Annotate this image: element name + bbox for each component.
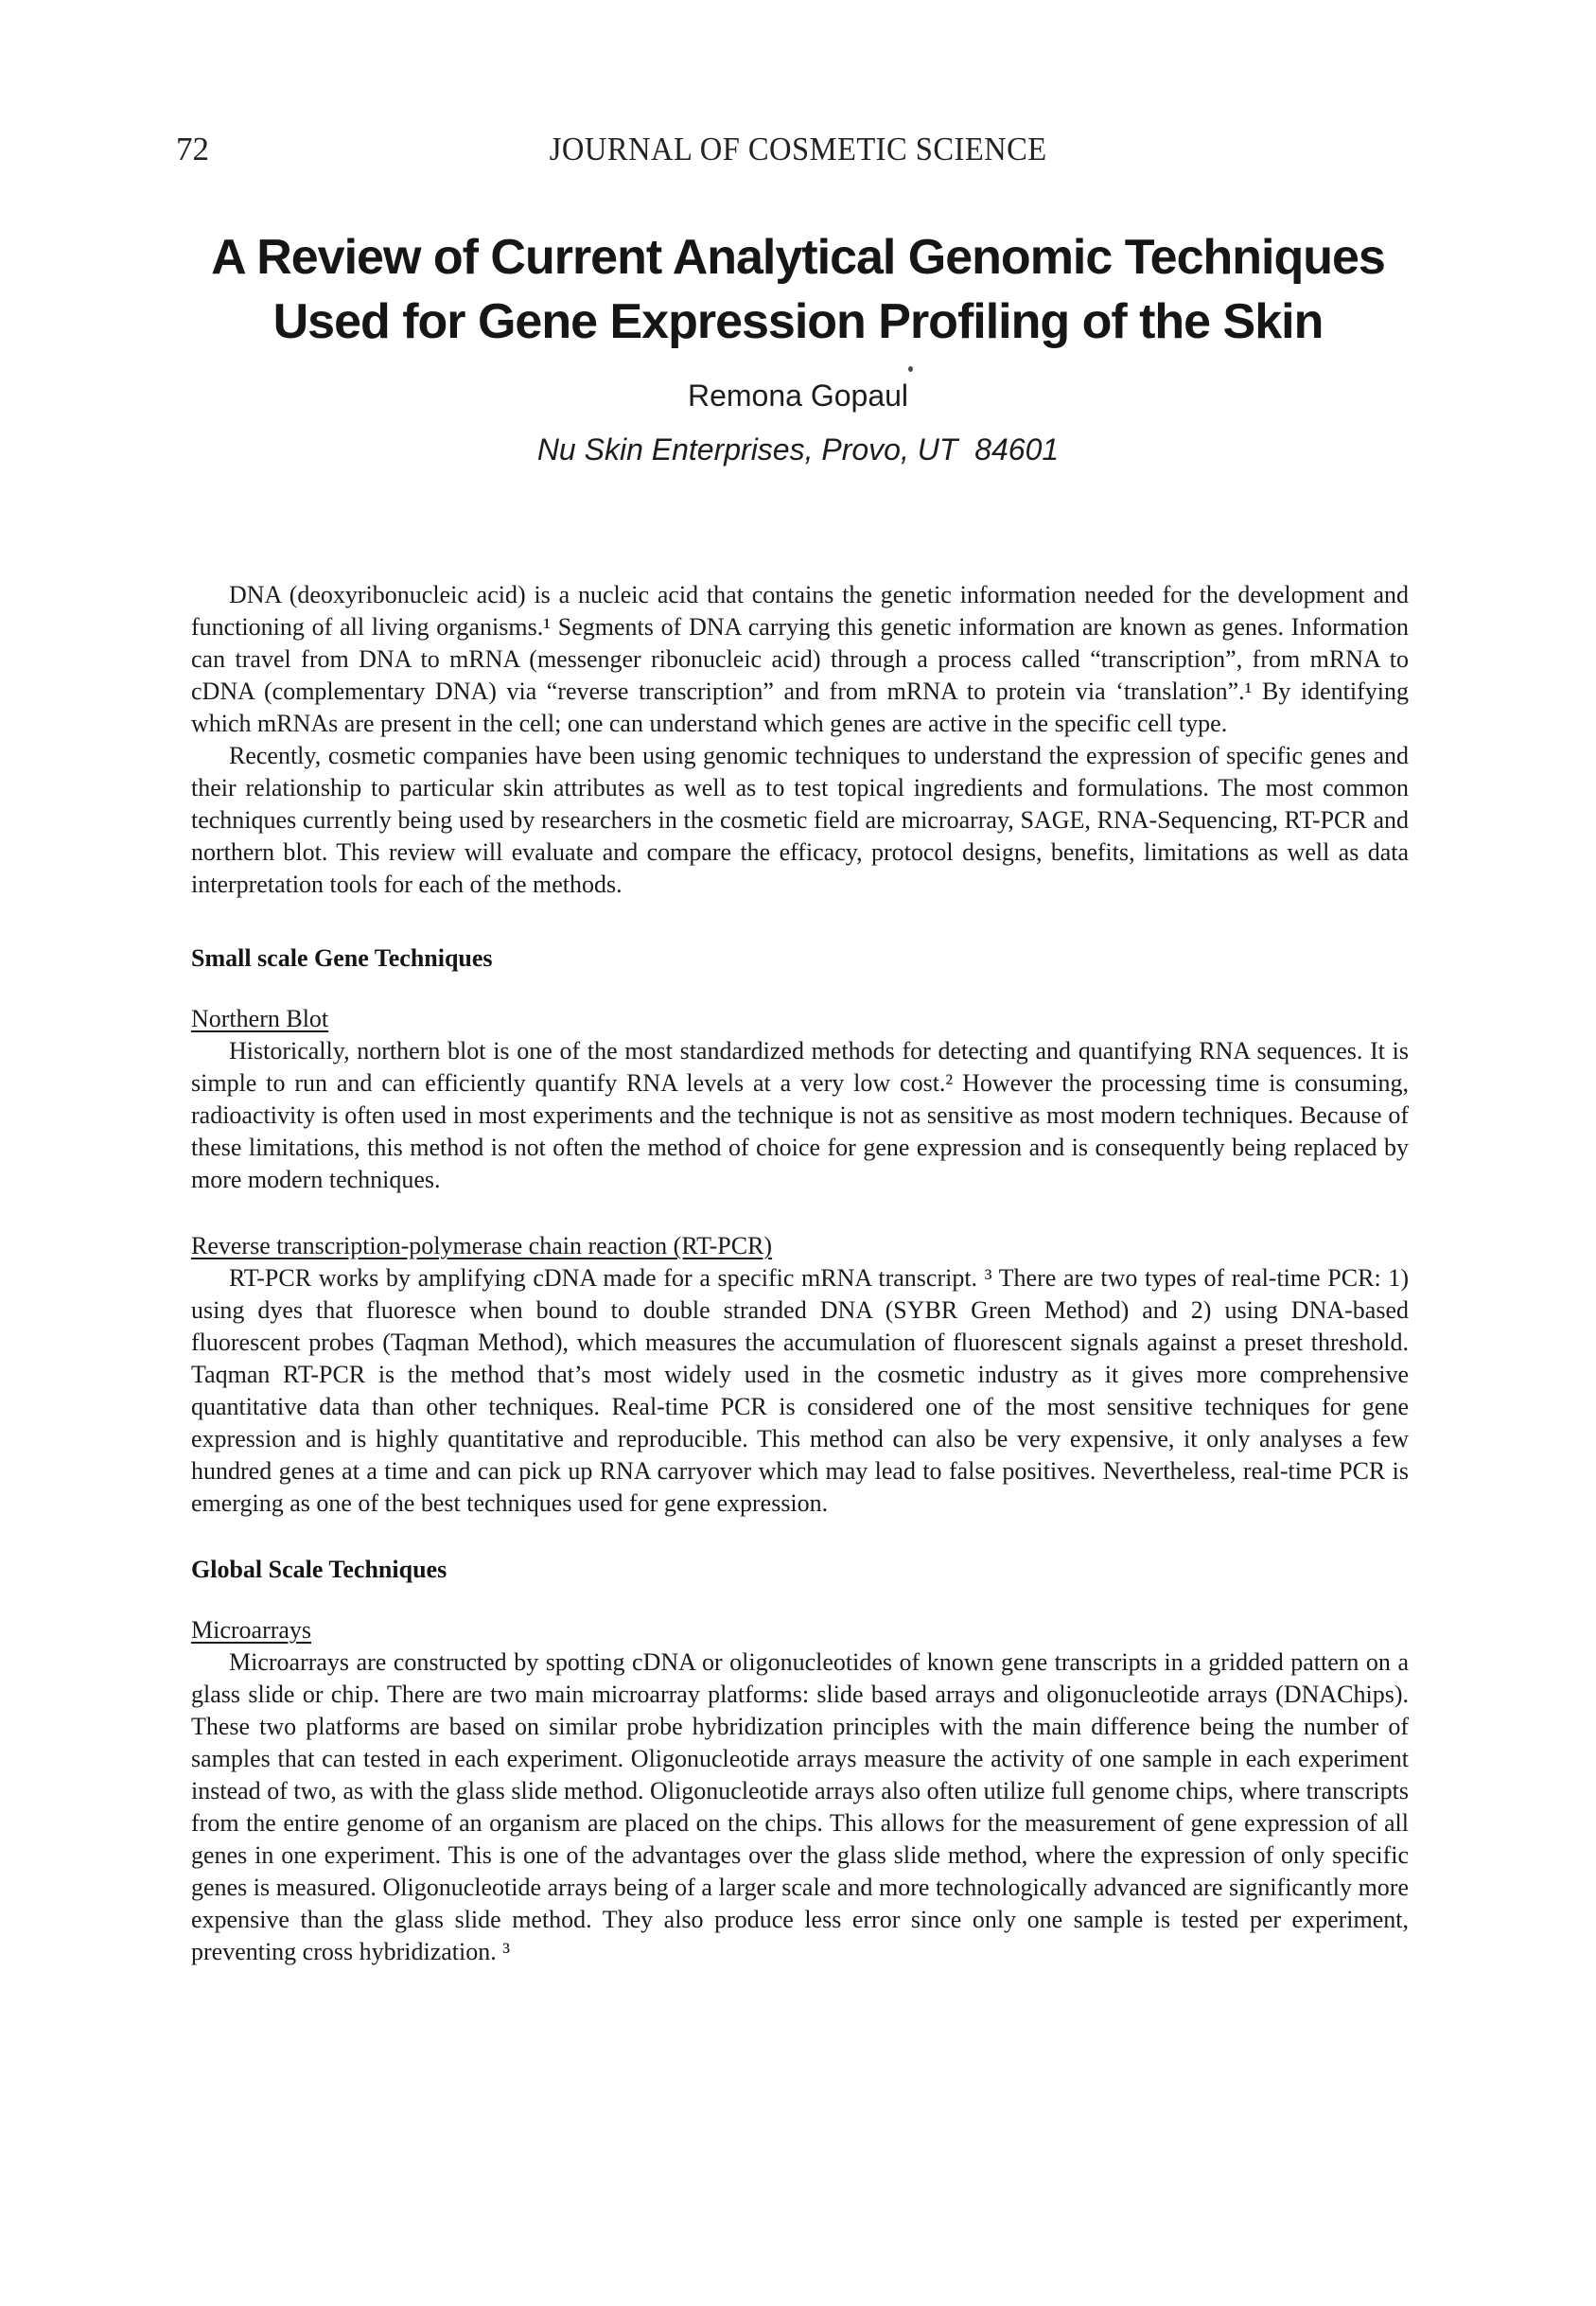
article-title-line2: Used for Gene Expression Profiling of the Skin	[272, 294, 1324, 349]
article-body	[191, 579, 1409, 1968]
subsection-heading-northern-blot: Northern Blot	[191, 1005, 329, 1032]
rt-pcr-paragraph: RT-PCR works by amplifying cDNA made for a specific mRNA transcript. ³ There are two types of real-time PCR: 1) using dyes that fluoresce when bound to double stranded DNA (SYBR Green Method) and 2) using DNA-based fluorescent probes (Taqman Method), which measures the accumulation of fluorescent signals against a preset threshold. Taqman RT-PCR is the method that’s most widely used in the cosmetic industry as it gives more comprehensive quantitative data than other techniques. Real-time PCR is considered one of the most sensitive techniques for gene expression and is highly quantitative and reproducible. This method can also be very expensive, it only analyses a few hundred genes at a time and can pick up RNA carryover which may lead to false positives. Nevertheless, real-time PCR is emerging as one of the best techniques used for gene expression.	[191, 1264, 1409, 1517]
subsection-heading-microarrays: Microarrays	[191, 1616, 312, 1644]
running-head	[0, 131, 1596, 168]
page-number: 72	[176, 131, 209, 167]
intro-paragraph-1: DNA (deoxyribonucleic acid) is a nucleic acid that contains the genetic information needed for the development and functioning of all living organisms.¹ Segments of DNA carrying this genetic information are known as genes. Information can travel from DNA to mRNA (messenger ribonucleic acid) through a process called “transcription”, from mRNA to cDNA (complementary DNA) via “reverse transcription” and from mRNA to protein via ‘translation”.¹ By identifying which mRNAs are present in the cell; one can understand which genes are active in the specific cell type.	[191, 581, 1409, 737]
intro-paragraph-2: Recently, cosmetic companies have been using genomic techniques to understand the expression of specific genes and their relationship to particular skin attributes as well as to test topical ingredients and formulations. The most common techniques currently being used by researchers in the cosmetic field are microarray, SAGE, RNA-Sequencing, RT-PCR and northern blot. This review will evaluate and compare the efficacy, protocol designs, benefits, limitations as well as data interpretation tools for each of the methods.	[191, 742, 1409, 898]
author-affiliation: Nu Skin Enterprises, Provo, UT 84601	[536, 432, 1060, 466]
author-name: Remona Gopaul	[687, 378, 909, 413]
article-title-line1: A Review of Current Analytical Genomic Techniques	[211, 230, 1385, 285]
microarrays-paragraph: Microarrays are constructed by spotting cDNA or oligonucleotides of known gene transcripts in a gridded pattern on a glass slide or chip. There are two main microarray platforms: slide based arrays and oligonucleotide arrays (DNAChips). These two platforms are based on similar probe hybridization principles with the main difference being the number of samples that can tested in each experiment. Oligonucleotide arrays measure the activity of one sample in each experiment instead of two, as with the glass slide method. Oligonucleotide arrays also often utilize full genome chips, where transcripts from the entire genome of an organism are placed on the chips. This allows for the measurement of gene expression of all genes in one experiment. This is one of the advantages over the glass slide method, where the expression of only specific genes is measured. Oligonucleotide arrays being of a larger scale and more technologically advanced are significantly more expensive than the glass slide method. They also produce less error since only one sample is tested per experiment, preventing cross hybridization. ³	[191, 1648, 1409, 1965]
section-heading-small-scale: Small scale Gene Techniques	[191, 944, 493, 972]
section-heading-global-scale: Global Scale Techniques	[191, 1556, 447, 1583]
scan-speck	[908, 366, 913, 372]
subsection-heading-rt-pcr: Reverse transcription-polymerase chain reaction (RT-PCR)	[191, 1232, 773, 1259]
journal-header: JOURNAL OF COSMETIC SCIENCE	[549, 131, 1047, 167]
article-title	[0, 225, 1596, 354]
northern-blot-paragraph: Historically, northern blot is one of the most standardized methods for detecting and quantifying RNA sequences. It is simple to run and can efficiently quantify RNA levels at a very low cost.² However the processing time is consuming, radioactivity is often used in most experiments and the technique is not as sensitive as most modern techniques. Because of these limitations, this method is not often the method of choice for gene expression and is consequently being replaced by more modern techniques.	[191, 1037, 1409, 1193]
